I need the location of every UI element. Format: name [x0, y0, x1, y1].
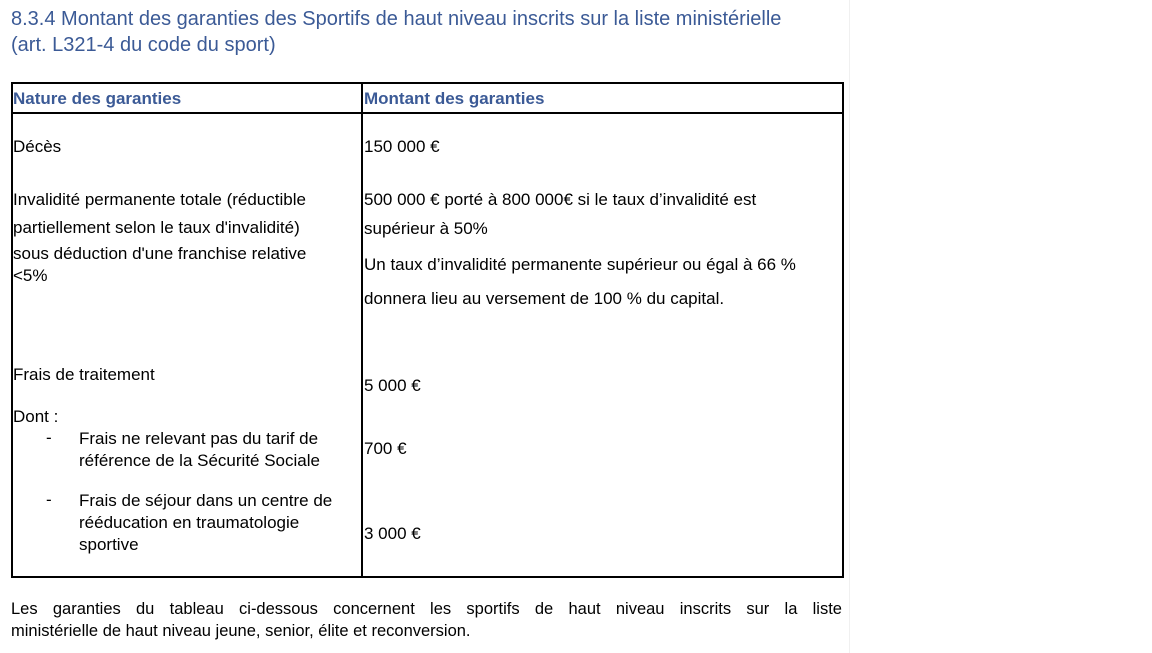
- section-heading: [11, 6, 851, 58]
- dont-label: Dont :: [13, 407, 59, 426]
- row-deces-amount: 150 000 €: [364, 137, 440, 156]
- sub-item-bullet: -: [46, 490, 52, 509]
- footer-line-2: ministérielle de haut niveau jeune, senior, élite et reconversion.: [11, 622, 471, 640]
- sub-item-1-line: référence de la Sécurité Sociale: [79, 451, 320, 470]
- column-divider: [361, 82, 363, 578]
- footer-note: [11, 598, 842, 642]
- header-divider: [11, 112, 842, 114]
- invalidite-label-line: <5%: [13, 266, 48, 285]
- page-edge: [849, 0, 850, 653]
- sub-item-2-amount: 3 000 €: [364, 524, 421, 543]
- row-frais-amount: 5 000 €: [364, 376, 421, 395]
- sub-item-1-line: Frais ne relevant pas du tarif de: [79, 429, 319, 448]
- sub-item-2-line: rééducation en traumatologie: [79, 513, 300, 532]
- header-montant: Montant des garanties: [364, 89, 545, 108]
- invalidite-label-line: partiellement selon le taux d'invalidité): [13, 218, 300, 237]
- invalidite-amount-line: 500 000 € porté à 800 000€ si le taux d’invalidité est: [364, 190, 757, 209]
- invalidite-amount-line: donnera lieu au versement de 100 % du capital.: [364, 289, 725, 308]
- heading-line-2: (art. L321-4 du code du sport): [11, 34, 276, 56]
- invalidite-label-line: Invalidité permanente totale (réductible: [13, 190, 306, 209]
- invalidite-amount-line: Un taux d’invalidité permanente supérieur ou égal à 66 %: [364, 255, 796, 274]
- row-frais-label: Frais de traitement: [13, 365, 155, 384]
- invalidite-amount-line: supérieur à 50%: [364, 219, 488, 238]
- sub-item-bullet: -: [46, 428, 52, 447]
- footer-line-1: Les garanties du tableau ci-dessous concernent les sportifs de haut niveau inscrits sur la liste: [11, 600, 842, 618]
- header-nature: Nature des garanties: [13, 89, 182, 108]
- sub-item-2-line: sportive: [79, 535, 139, 554]
- invalidite-label-line: sous déduction d'une franchise relative: [13, 244, 307, 263]
- heading-line-1: 8.3.4 Montant des garanties des Sportifs de haut niveau inscrits sur la liste ministérielle: [11, 8, 782, 30]
- sub-item-1-amount: 700 €: [364, 439, 407, 458]
- row-deces-label: Décès: [13, 137, 62, 156]
- sub-item-2-line: Frais de séjour dans un centre de: [79, 491, 333, 510]
